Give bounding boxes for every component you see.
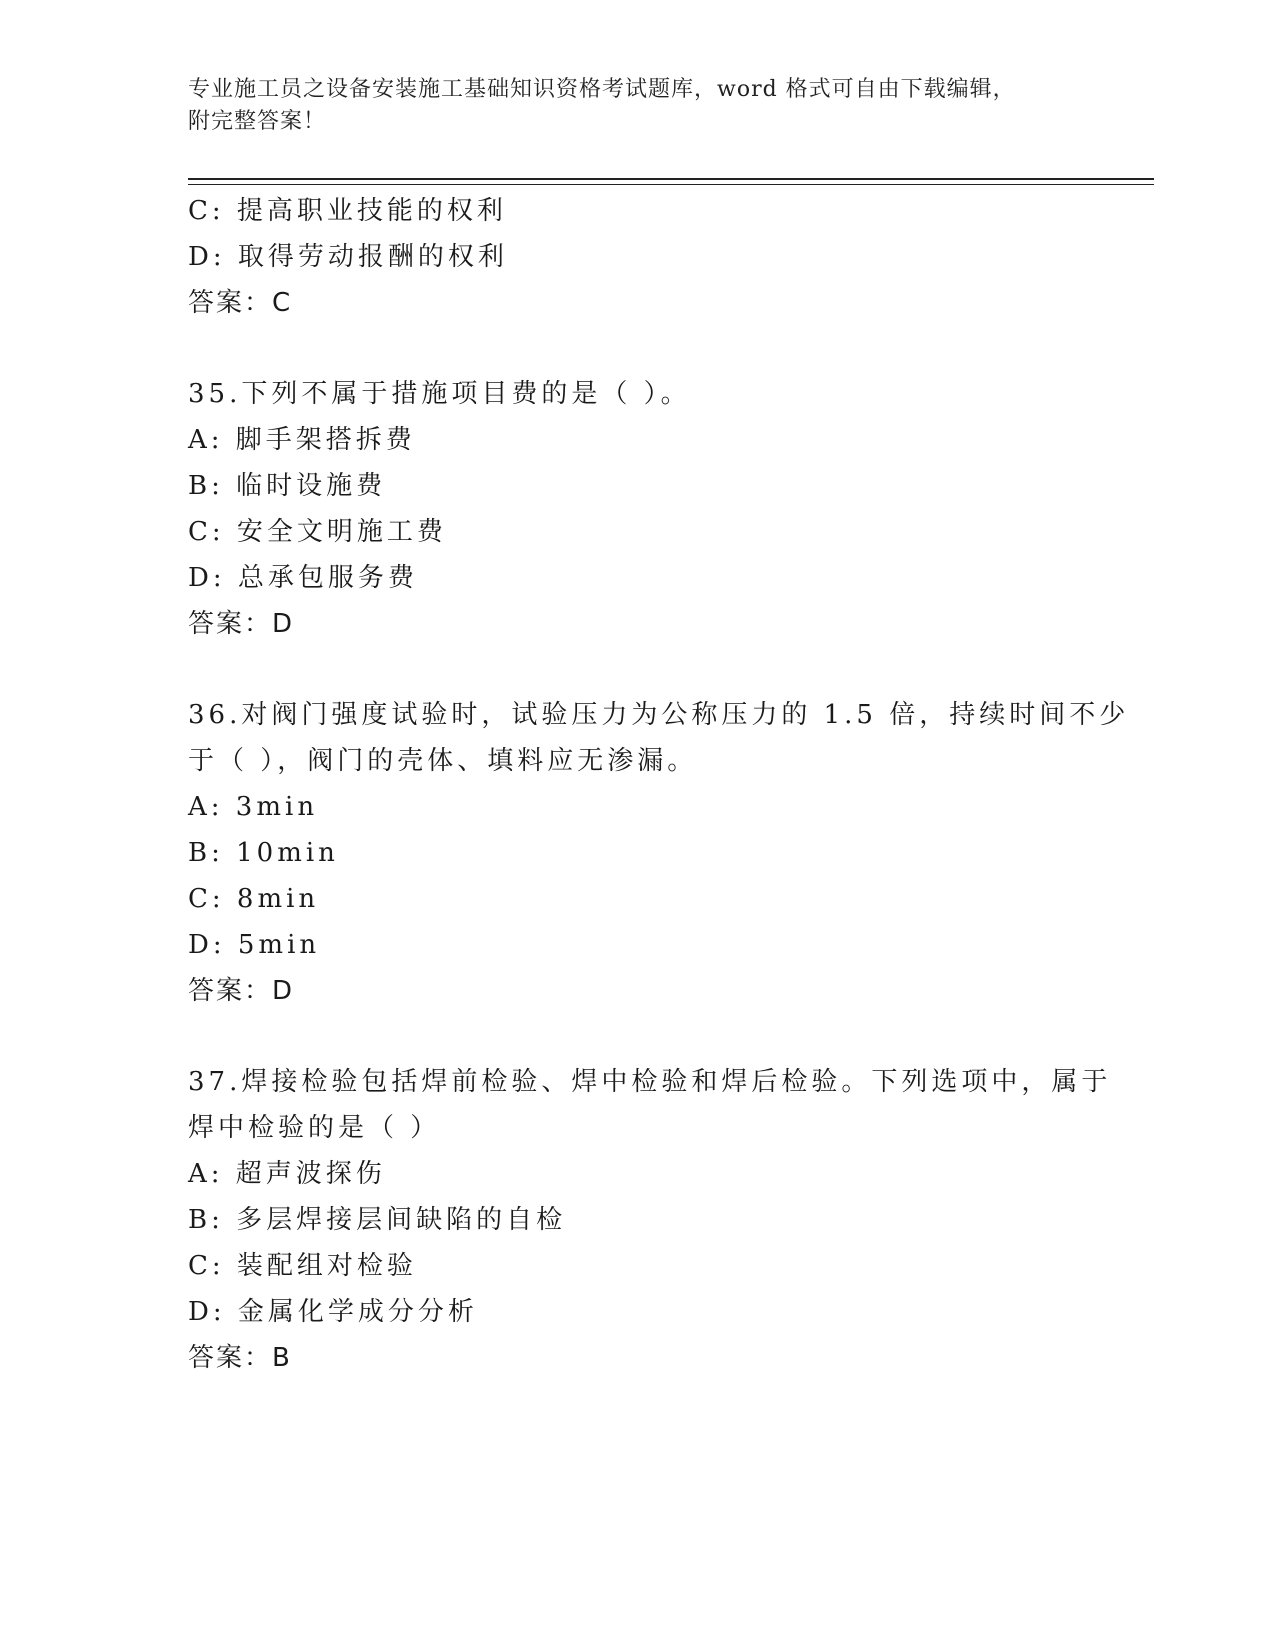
question-stem-line-2: 于（ ），阀门的壳体、填料应无渗漏。: [188, 746, 698, 776]
answer-line: 答案：D: [188, 976, 295, 1006]
option-d: D: 取得劳动报酬的权利: [188, 242, 508, 272]
answer-line: 答案：C: [188, 288, 293, 318]
question-list: [188, 188, 1130, 1381]
option-d: D: 5min: [188, 930, 321, 960]
option-d: D: 总承包服务费: [188, 563, 418, 593]
header-line-1: 专业施工员之设备安装施工基础知识资格考试题库，word 格式可自由下载编辑，: [188, 77, 1016, 102]
answer-line: 答案：B: [188, 1343, 292, 1373]
question-stem: 35.下列不属于措施项目费的是（ ）。: [188, 379, 691, 409]
question-36: [188, 692, 1130, 1014]
option-c: C: 8min: [188, 884, 320, 914]
option-d: D: 金属化学成分分析: [188, 1297, 478, 1327]
question-35: [188, 371, 1088, 647]
question-stem-line-1: 37.焊接检验包括焊前检验、焊中检验和焊后检验。下列选项中，属于: [188, 1067, 1112, 1097]
option-b: B: 多层焊接层间缺陷的自检: [188, 1205, 567, 1235]
page-header: [188, 74, 1068, 138]
option-a: A: 3min: [188, 792, 319, 822]
option-c: C: 提高职业技能的权利: [188, 196, 507, 226]
previous-question-tail: [188, 188, 1088, 326]
question-stem-line-1: 36.对阀门强度试验时，试验压力为公称压力的 1.5 倍，持续时间不少: [188, 700, 1130, 730]
answer-line: 答案：D: [188, 609, 295, 639]
option-b: B: 临时设施费: [188, 471, 387, 501]
option-b: B: 10min: [188, 838, 339, 868]
option-a: A: 超声波探伤: [188, 1159, 386, 1189]
question-37: [188, 1059, 1112, 1381]
option-a: A: 脚手架搭拆费: [188, 425, 416, 455]
option-c: C: 装配组对检验: [188, 1251, 417, 1281]
header-line-2: 附完整答案！: [188, 109, 327, 134]
question-stem-line-2: 焊中检验的是（ ）: [188, 1113, 441, 1143]
option-c: C: 安全文明施工费: [188, 517, 447, 547]
header-divider: [188, 178, 1154, 185]
